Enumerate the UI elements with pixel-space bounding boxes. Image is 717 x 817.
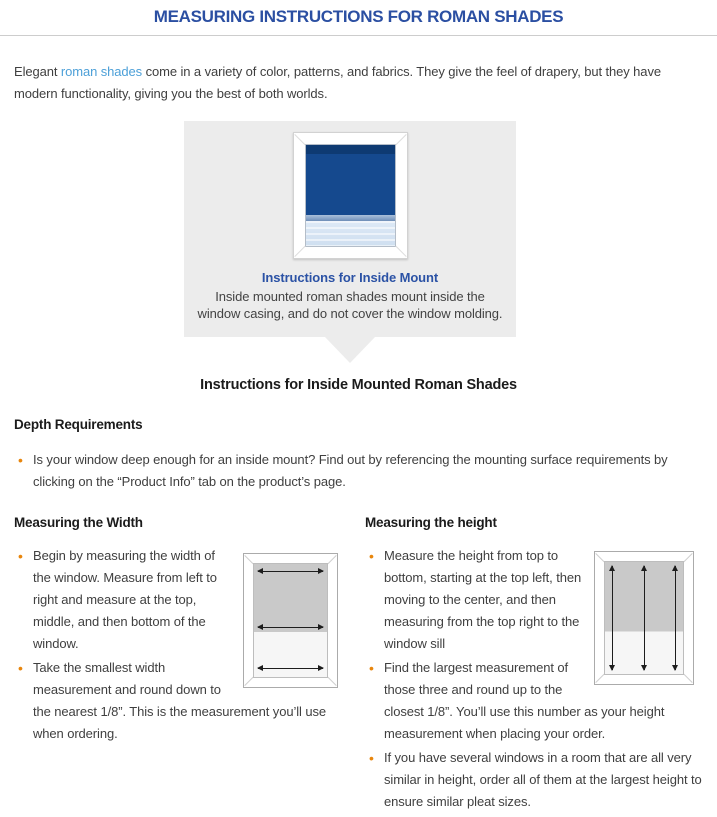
intro-text-after-link: come in a variety of color, patterns, and fabrics. They give the feel of drapery, but they have modern functionality, giving you the best of both worlds. bbox=[14, 64, 661, 101]
measuring-height-body bbox=[365, 545, 703, 813]
list-item: • If you have several windows in a room that are all very similar in height, order all of them at the largest height to ensure similar pleat sizes. bbox=[365, 747, 703, 813]
measuring-width-body bbox=[14, 545, 347, 745]
depth-requirements-list bbox=[14, 449, 703, 493]
measuring-height-heading: Measuring the height bbox=[365, 515, 497, 530]
window-glass bbox=[306, 221, 395, 246]
depth-requirements-heading: Depth Requirements bbox=[14, 417, 143, 432]
frame-miter-icon bbox=[395, 246, 406, 257]
list-item: • Is your window deep enough for an inside mount? Find out by referencing the mounting surface requirements by clicking on the “Product Info” tab on the product’s page. bbox=[14, 449, 703, 493]
measuring-columns bbox=[14, 515, 703, 813]
measuring-height-column bbox=[365, 515, 703, 813]
inside-mount-card bbox=[184, 121, 516, 337]
roman-shade-graphic bbox=[305, 144, 396, 247]
list-item: • Measure the height from top to bottom, starting at the top left, then moving to the center, and then measuring from the top right to the window sill bbox=[365, 545, 703, 655]
measuring-width-heading: Measuring the Width bbox=[14, 515, 143, 530]
intro-text-before-link: Elegant bbox=[14, 64, 61, 79]
measuring-width-column bbox=[14, 515, 347, 813]
callout-pointer-down-icon bbox=[325, 337, 375, 363]
list-item: • Take the smallest width measurement and round down to the nearest 1/8”. This is the measurement you’ll use when ordering. bbox=[14, 657, 347, 745]
roman-shades-link[interactable]: roman shades bbox=[60, 64, 143, 79]
list-item: • Find the largest measurement of those three and round up to the closest 1/8”. You’ll use this number as your height measurement when placing your order. bbox=[365, 657, 703, 745]
roman-shade-window-image bbox=[293, 132, 408, 259]
measuring-height-list bbox=[365, 545, 703, 813]
section-heading: Instructions for Inside Mounted Roman Shades bbox=[200, 377, 517, 393]
frame-miter-icon bbox=[294, 134, 305, 145]
inside-mount-callout bbox=[184, 121, 516, 363]
frame-miter-icon bbox=[395, 134, 406, 145]
inside-mount-link[interactable]: Instructions for Inside Mount bbox=[261, 270, 439, 285]
page-title: MEASURING INSTRUCTIONS FOR ROMAN SHADES bbox=[153, 7, 564, 26]
list-item: • Begin by measuring the width of the window. Measure from left to right and measure at the top, middle, and then bottom of the window. bbox=[14, 545, 347, 655]
shade-headrail bbox=[306, 145, 395, 154]
frame-miter-icon bbox=[294, 246, 305, 257]
shade-fabric bbox=[306, 154, 395, 215]
header-divider bbox=[0, 35, 717, 36]
measuring-width-list bbox=[14, 545, 347, 745]
intro-paragraph bbox=[14, 61, 703, 105]
inside-mount-description: Inside mounted roman shades mount inside the window casing, and do not cover the window molding. bbox=[197, 289, 503, 321]
